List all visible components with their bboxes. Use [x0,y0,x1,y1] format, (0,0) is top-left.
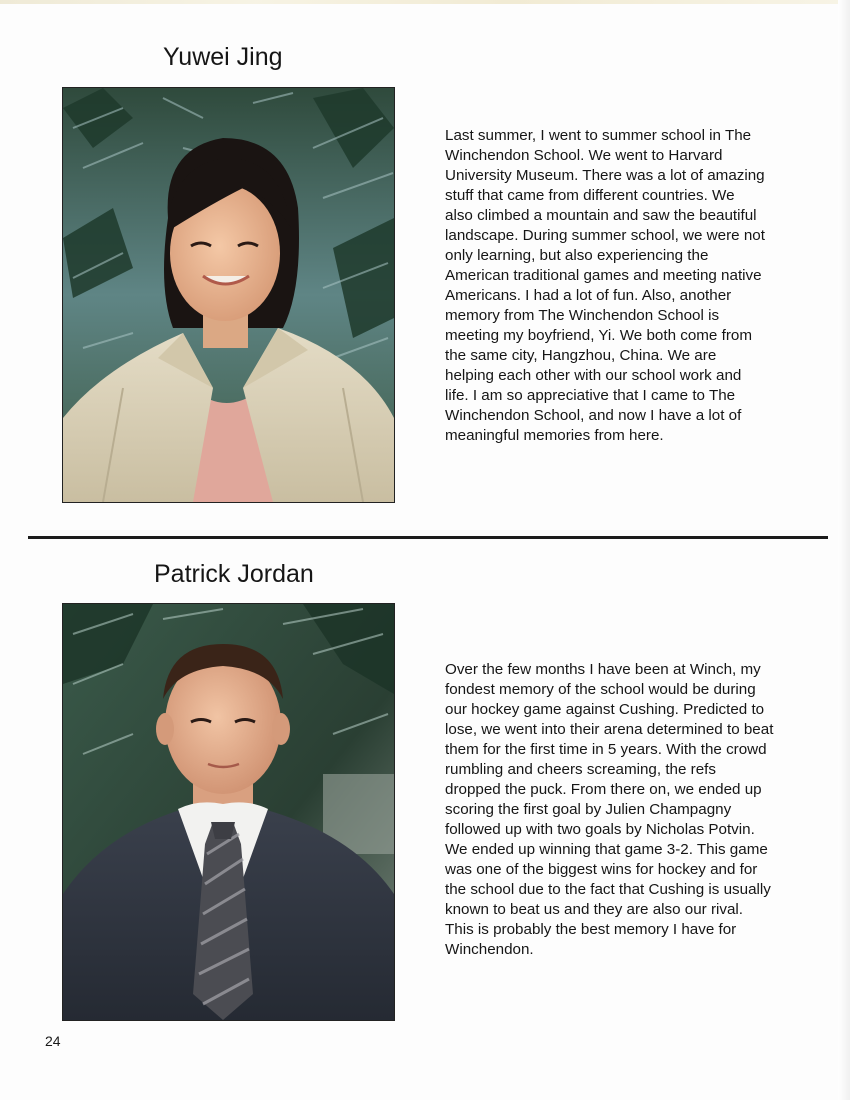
story-line: the school due to the fact that Cushing is usually [445,881,771,898]
story-line: rumbling and cheers screaming, the refs [445,761,716,778]
story-line: American traditional games and meeting native [445,267,762,284]
section-divider [28,536,828,539]
profile-name: Yuwei Jing [163,43,283,71]
story-line: landscape. During summer school, we were not [445,227,765,244]
portrait-image [63,604,394,1020]
story-line: fondest memory of the school would be during [445,681,756,698]
story-line: dropped the puck. From there on, we ended up [445,781,762,798]
story-line: memory from The Winchendon School is [445,307,720,324]
story-line: scoring the first goal by Julien Champagny [445,801,732,818]
story-line: our hockey game against Cushing. Predicted to [445,701,765,718]
story-line: known to beat us and they are also our rival. [445,901,744,918]
story-line: meeting my boyfriend, Yi. We both come from [445,327,752,344]
story-line: them for the first time in 5 years. With the crowd [445,741,767,758]
story-line: Last summer, I went to summer school in The [445,127,752,144]
profile-story [445,126,815,446]
story-line: Winchendon School, and now I have a lot of [445,407,742,424]
story-line: life. I am so appreciative that I came to The [445,387,736,404]
profile-story [445,660,815,960]
profile-photo [62,87,395,503]
profile-photo [62,603,395,1021]
story-line: only learning, but also experiencing the [445,247,709,264]
story-line: We ended up winning that game 3-2. This game [445,841,768,858]
profile-name: Patrick Jordan [154,560,314,588]
story-line: University Museum. There was a lot of amazing [445,167,765,184]
story-line: Winchendon School. We went to Harvard [445,147,723,164]
story-line: This is probably the best memory I have for [445,921,737,938]
portrait-image [63,88,394,502]
story-line: also climbed a mountain and saw the beautiful [445,207,757,224]
page-number: 24 [45,1033,61,1049]
story-line: was one of the biggest wins for hockey and for [445,861,758,878]
story-line: helping each other with our school work and [445,367,742,384]
story-line: Over the few months I have been at Winch, my [445,661,761,678]
story-line: Americans. I had a lot of fun. Also, another [445,287,732,304]
page-edge-shadow [838,0,850,1100]
top-edge-decoration [0,0,850,4]
story-line: stuff that came from different countries. We [445,187,735,204]
story-line: Winchendon. [445,941,534,958]
story-line: the same city, Hangzhou, China. We are [445,347,717,364]
story-line: lose, we went into their arena determined to beat [445,721,774,738]
story-line: followed up with two goals by Nicholas Potvin. [445,821,755,838]
story-line: meaningful memories from here. [445,427,664,444]
